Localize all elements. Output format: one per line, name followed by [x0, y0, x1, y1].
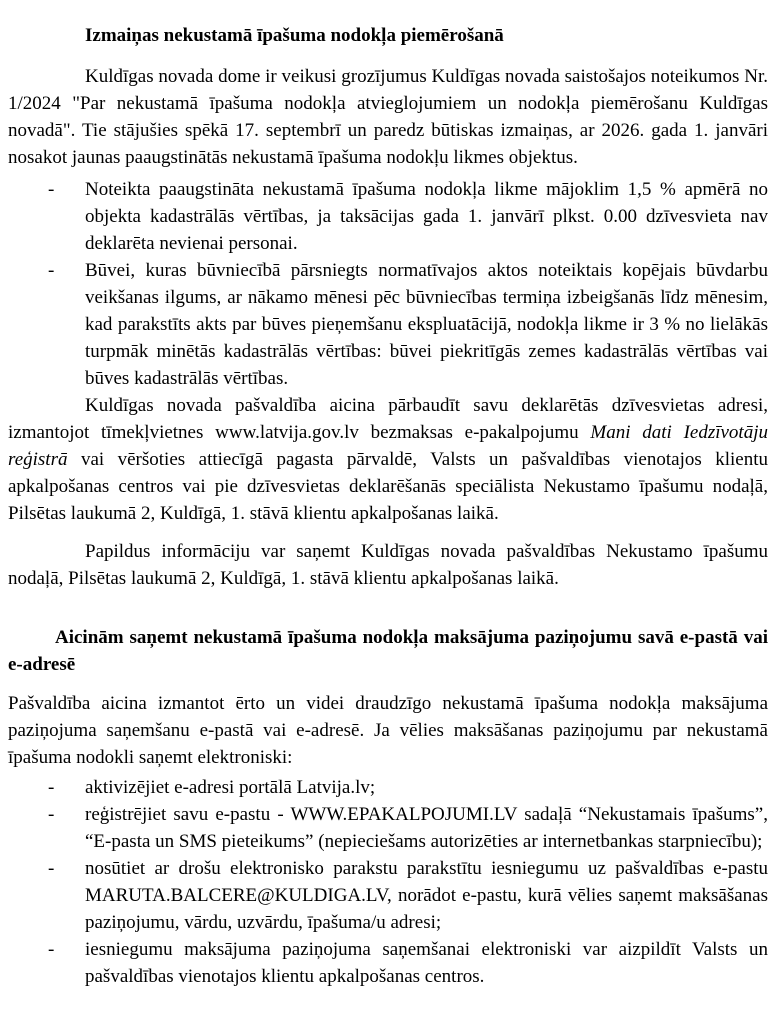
service-name-italic: Mani dati Iedzīvotāju reģistrā — [8, 422, 768, 470]
list-item — [8, 801, 768, 855]
list-item — [8, 936, 768, 990]
list-item — [8, 855, 768, 936]
section1-heading: Izmaiņas nekustamā īpašuma nodokļa piemērošanā — [85, 25, 504, 46]
section2-paragraph-intro: Pašvaldība aicina izmantot ērto un videi draudzīgo nekustamā īpašuma nodokļa maksājuma paziņojuma saņemšanu e-pastā vai e-adresē. Ja vēlies maksāšanas paziņojumu par nekustamā īpašuma nodokli saņemt elektroniski: — [8, 693, 768, 768]
list-item — [8, 774, 768, 801]
list-item-text: nosūtiet ar drošu elektronisko parakstu parakstītu iesniegumu uz pašvaldības e-pastu MARUTA.BALCERE@KULDIGA.LV, norādot e-pastu, kurā vēlies saņemt maksāšanas paziņojumu, vārdu, uzvārdu, īpašuma/u adresi; — [85, 858, 768, 933]
bullet-dash-marker: - — [48, 260, 55, 281]
list-item — [8, 176, 768, 257]
list-item-text: Noteikta paaugstināta nekustamā īpašuma nodokļa likme mājoklim 1,5 % apmērā no objekta kadastrālās vērtības, ja taksācijas gada 1. janvārī plkst. 0.00 dzīvesvieta nav deklarēta nevienai personai. — [85, 179, 768, 254]
section1-paragraph-check-address — [8, 392, 768, 527]
section1-paragraph-intro: Kuldīgas novada dome ir veikusi grozījumus Kuldīgas novada saistošajos noteikumos Nr. 1/2024 "Par nekustamā īpašuma nodokļa atvieglojumiem un nodokļa piemērošanu Kuldīgas novadā". Tie stājušies spēkā 17. septembrī un paredz būtiskas izmaiņas, ar 2026. gada 1. janvāri nosakot jaunas paaugstinātās nekustamā īpašuma nodokļu likmes objektus. — [8, 66, 768, 168]
section1-bullet-list — [8, 176, 768, 392]
list-item-text: aktivizējiet e-adresi portālā Latvija.lv; — [85, 777, 376, 798]
section1-paragraph-additional-info: Papildus informāciju var saņemt Kuldīgas novada pašvaldības Nekustamo īpašumu nodaļā, Pilsētas laukumā 2, Kuldīgā, 1. stāvā klientu apkalpošanas laikā. — [8, 541, 768, 589]
list-item — [8, 257, 768, 392]
paragraph-text: vai vēršoties attiecīgā pagasta pārvaldē, Valsts un pašvaldības vienotajos klientu apkalpošanas centros vai pie dzīvesvietas deklarēšanās speciālista Nekustamo īpašumu nodaļā, Pilsētas laukumā 2, Kuldīgā, 1. stāvā klientu apkalpošanas laikā. — [8, 449, 768, 524]
bullet-dash-marker: - — [48, 179, 55, 200]
bullet-dash-marker: - — [48, 777, 55, 798]
bullet-dash-marker: - — [48, 804, 55, 825]
section2-bullet-list — [8, 774, 768, 990]
list-item-text: iesniegumu maksājuma paziņojuma saņemšanai elektroniski var aizpildīt Valsts un pašvaldības vienotajos klientu apkalpošanas centros. — [85, 939, 768, 987]
paragraph-text: Kuldīgas novada pašvaldība aicina pārbaudīt savu deklarētās dzīvesvietas adresi, izmantojot tīmekļvietnes www.latvija.gov.lv bezmaksas e-pakalpojumu — [8, 395, 768, 443]
bullet-dash-marker: - — [48, 858, 55, 879]
list-item-text: Būvei, kuras būvniecībā pārsniegts normatīvajos aktos noteiktais kopējais būvdarbu veikšanas ilgums, ar nākamo mēnesi pēc būvniecības termiņa izbeigšanās līdz mēnesim, kad parakstīts akts par būves pieņemšanu ekspluatācijā, nodokļa likme ir 3 % no lielākās turpmāk minētās kadastrālās vērtības: būvei piekritīgās zemes kadastrālās vērtības vai būves kadastrālās vērtības. — [85, 260, 768, 389]
bullet-dash-marker: - — [48, 939, 55, 960]
section2-heading: Aicinām saņemt nekustamā īpašuma nodokļa maksājuma paziņojumu savā e-pastā vai e-adresē — [8, 627, 768, 675]
list-item-text: reģistrējiet savu e-pastu - WWW.EPAKALPOJUMI.LV sadaļā “Nekustamais īpašums”, “E-pasta un SMS pieteikums” (nepieciešams autorizēties ar internetbankas starpniecību); — [85, 804, 768, 852]
